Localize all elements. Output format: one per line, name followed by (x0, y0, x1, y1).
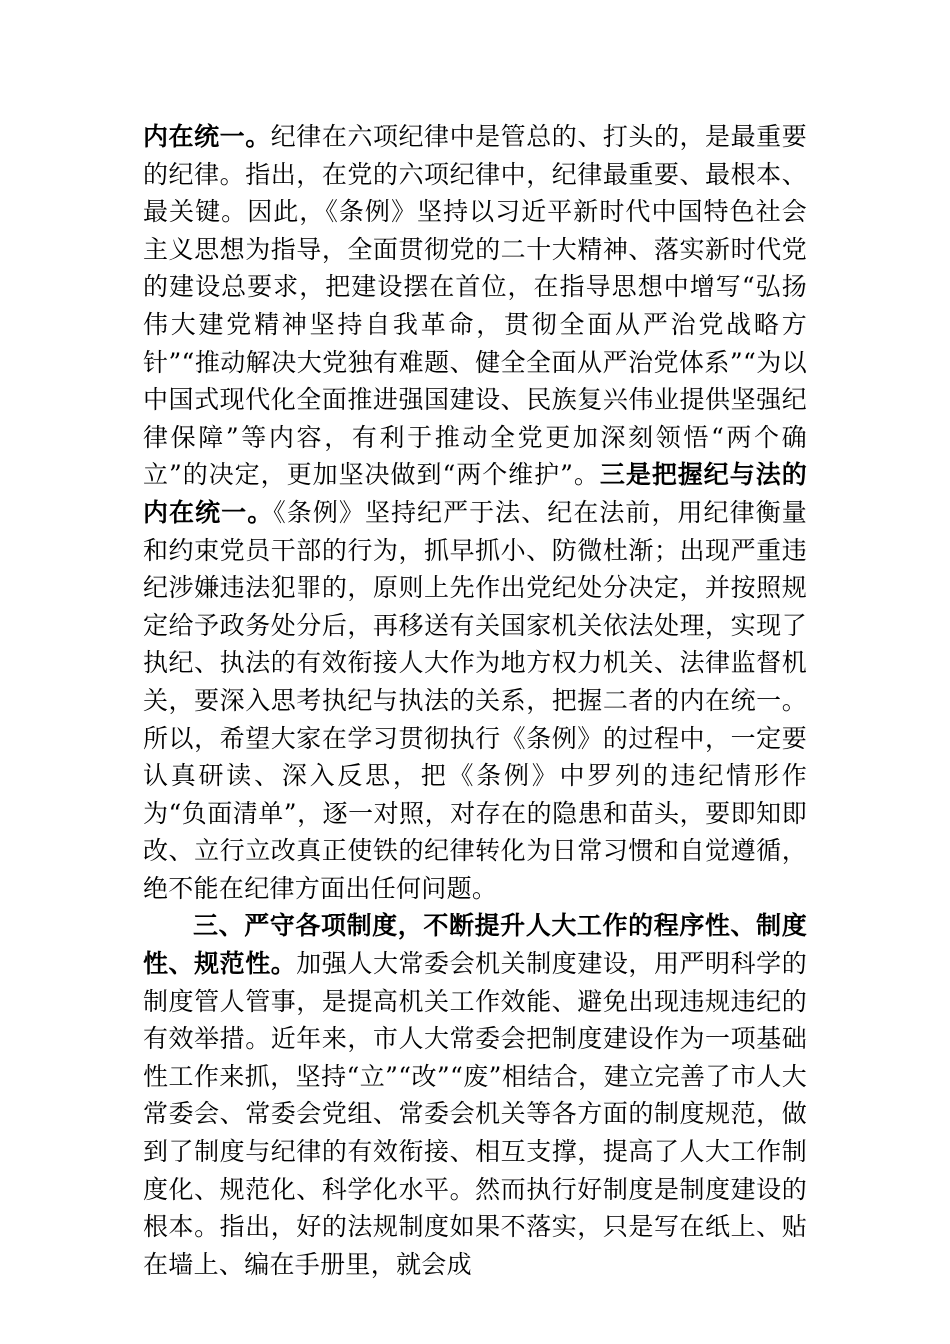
body-text: 纪律在六项纪律中是管总的、打头的，是最重要的纪律。指出，在党的六项纪律中，纪律最重要、最根本、最关键。因此，《条例》坚持以习近平新时代中国特色社会主义思想为指导，全面贯彻党的二十大精神、落实新时代党的建设总要求，把建设摆在首位，在指导思想中增写“弘扬伟大建党精神坚持自我革命，贯彻全面从严治党战略方针”“推动解决大党独有难题、健全全面从严治党体系”“为以中国式现代化全面推进强国建设、民族复兴伟业提供坚强纪律保障”等内容，有利于推动全党更加深刻领悟“两个确立”的决定，更加坚决做到“两个维护”。 (143, 122, 807, 490)
body-text: 《条例》坚持纪严于法、纪在法前，用纪律衡量和约束党员干部的行为，抓早抓小、防微杜渐；出现严重违纪涉嫌违法犯罪的，原则上先作出党纪处分决定，并按照规定给予政务处分后，再移送有关国家机关依法处理，实现了执纪、执法的有效衔接人大作为地方权力机关、法律监督机关，要深入思考执纪与执法的关系，把握二者的内在统一。所以，希望大家在学习贯彻执行《条例》的过程中，一定要认真研读、深入反思，把《条例》中罗列的违纪情形作为“负面清单”，逐一对照，对存在的隐患和苗头，要即知即改、立行立改真正使铁的纪律转化为日常习惯和自觉遵循，绝不能在纪律方面出任何问题。 (143, 497, 807, 903)
section-heading: 三、严守各项制度，不断提升人大工作的程序性、制度性、规范性。 (143, 911, 807, 979)
paragraph-section-three (143, 907, 807, 1283)
body-text: 加强人大常委会机关制度建设，用严明科学的制度管人管事，是提高机关工作效能、避免出现违规违纪的有效举措。近年来，市人大常委会把制度建设作为一项基础性工作来抓，坚持“立”“改”“废”相结合，建立完善了市人大常委会、常委会党组、常委会机关等各方面的制度规范，做到了制度与纪律的有效衔接、相互支撑，提高了人大工作制度化、规范化、科学化水平。然而执行好制度是制度建设的根本。指出，好的法规制度如果不落实，只是写在纸上、贴在墙上、编在手册里，就会成 (143, 949, 807, 1279)
point-three-heading: 三是把握纪与法的内在统一。 (143, 460, 808, 527)
lead-phrase: 内在统一。 (143, 122, 271, 151)
paragraph-discipline-unity (143, 118, 807, 907)
document-page (143, 118, 807, 1283)
